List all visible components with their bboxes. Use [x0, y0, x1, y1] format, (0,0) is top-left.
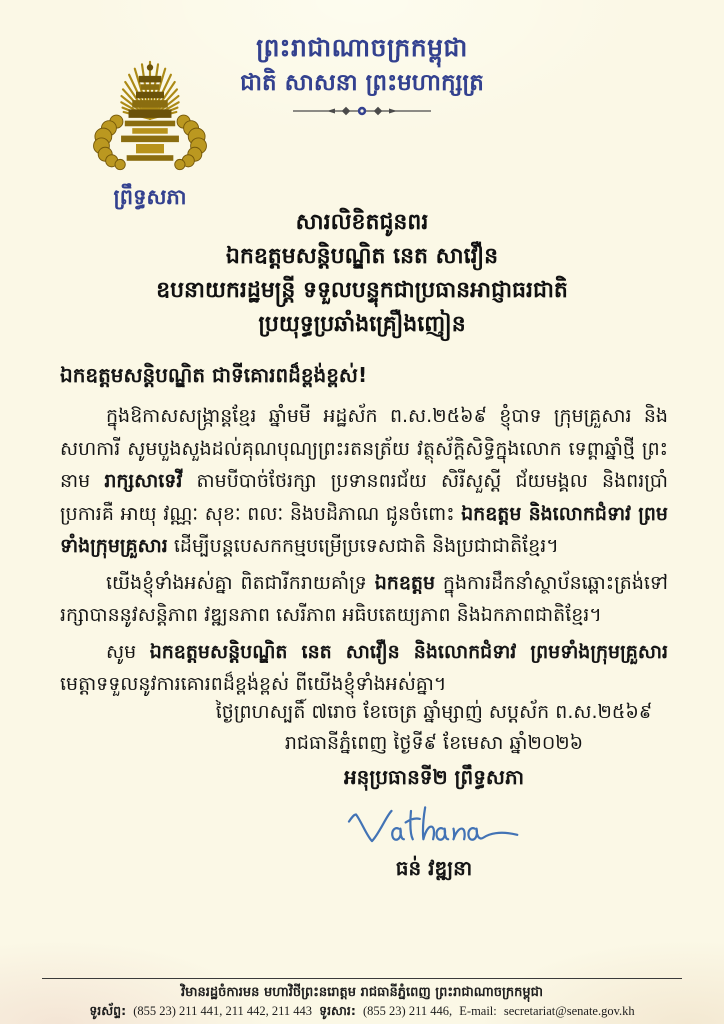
email-address: secretariat@senate.gov.kh [503, 1004, 635, 1018]
title-line-4: ប្រយុទ្ធប្រឆាំងគ្រឿងញៀន [258, 312, 466, 337]
email-label: E-mail: [459, 1004, 497, 1018]
footer-contacts [0, 1002, 724, 1020]
page-footer [0, 978, 724, 1020]
signer-position-title: អនុប្រធានទី២ ព្រឹទ្ធសភា [343, 765, 524, 789]
title-line-1: សារលិខិតជូនពរ [295, 210, 429, 235]
text-segment: ឯកឧត្តមសន្តិបណ្ឌិត នេត សាវឿន និងលោកជំទាវ ព្រមទាំងក្រុមគ្រួសារ [149, 640, 668, 663]
text-segment: រាក្សសាទេវី [104, 470, 183, 492]
gregorian-date: រាជធានីភ្នំពេញ ថ្ងៃទី៩ ខែមេសា ឆ្នាំ២០២៦ [284, 732, 584, 754]
lunar-date: ថ្ងៃព្រហស្បតិ៍ ៧រោច ខែចេត្រ ឆ្នាំម្សាញ់ សប្តស័ក ព.ស.២៥៦៩ [215, 701, 653, 723]
senate-emblem [80, 32, 220, 215]
fax-label: ទូរសារ: [319, 1003, 356, 1018]
letter-body [60, 360, 668, 705]
text-segment: ឯកឧត្តម [374, 571, 436, 594]
letter-title-block [40, 206, 684, 342]
emblem-caption-senate: ព្រឹទ្ធសភា [113, 185, 187, 209]
text-segment: សូម [106, 640, 150, 663]
signer-name: ធន់ វឌ្ឍនា [395, 856, 473, 880]
body-paragraph [60, 400, 668, 563]
kingdom-title: ព្រះរាជាណាចក្រកម្ពុជា [256, 33, 468, 62]
body-paragraph [60, 636, 668, 701]
text-segment: មេត្តាទទួលនូវការគោរពដ៏ខ្ពង់ខ្ពស់ ពីយើងខ្ញុំទាំងអស់គ្នា។ [60, 673, 447, 695]
title-line-2: ឯកឧត្តមសន្តិបណ្ឌិត នេត សាវឿន [225, 244, 499, 269]
text-segment: តាមបីបាច់ថែរក្សា ប្រទានពរជ័យ សិរីសួស្តី ជ័យមង្គល និងពរប្រាំប្រការគឺ អាយុ វណ្ណៈ សុខៈ ពលៈ និងបដិភាណ ជូនចំពោះ [60, 470, 668, 525]
text-segment: ក្នុងការដឹកនាំស្ថាប័នឆ្ពោះត្រង់ទៅរក្សាបាននូវសន្តិភាព វឌ្ឍនភាព សេរីភាព អធិបតេយ្យភាព និងឯកភាពជាតិខ្មែរ។ [60, 571, 669, 626]
fax-numbers: (855 23) 211 446, [363, 1004, 453, 1018]
title-line-3: ឧបនាយករដ្ឋមន្ត្រី ទទួលបន្ទុកជាប្រធានអាជ្ញាធរជាតិ [156, 278, 568, 303]
text-segment: ដើម្បីបន្តបេសកកម្មបម្រើប្រទេសជាតិ និងប្រជាជាតិខ្មែរ។ [167, 535, 559, 557]
footer-divider [42, 978, 682, 979]
salutation: ឯកឧត្តមសន្តិបណ្ឌិត ជាទីគោរពដ៏ខ្ពង់ខ្ពស់! [60, 363, 368, 387]
senate-crest-icon [80, 32, 220, 172]
text-segment: ក្នុងឱកាសសង្ក្រាន្តខ្មែរ ឆ្នាំមមី អដ្ឋស័ក ព.ស.២៥៦៩ ខ្ញុំបាទ ក្រុមគ្រួសារ និងសហការី សូមបួងសួងដល់គុណបុណ្យព្រះរតនត្រ័យ វត្ថុស័ក្តិសិទ្ធិក្នុងលោក ទេព្តាឆ្នាំថ្មី ព្រះនាម [60, 405, 668, 492]
phone-numbers: (855 23) 211 441, 211 442, 211 443 [133, 1004, 313, 1018]
closing-block [204, 697, 664, 881]
footer-address: វិមានរដ្ឋចំការមន មហាវិថីព្រះនរោត្តម រាជធានីភ្នំពេញ ព្រះរាជាណាចក្រកម្ពុជា [181, 985, 543, 1000]
phone-label: ទូរស័ព្ទ: [89, 1003, 127, 1018]
text-segment: យើងខ្ញុំទាំងអស់គ្នា ពិតជារីករាយគាំទ្រ [106, 571, 375, 594]
handwritten-signature [334, 795, 534, 857]
body-paragraph [60, 567, 668, 632]
text-segment: ឯកឧត្តម និងលោកជំទាវ ព្រមទាំងក្រុមគ្រួសារ [60, 502, 668, 557]
nation-religion-king: ជាតិ សាសនា ព្រះមហាក្សត្រ [240, 70, 484, 96]
